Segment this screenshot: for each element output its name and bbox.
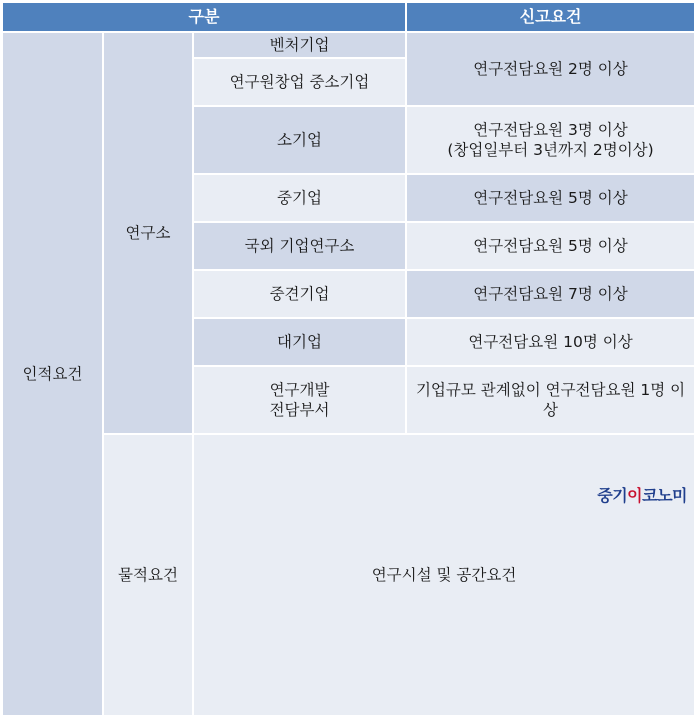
rnd-department-line2: 전담부서 (196, 400, 403, 420)
publisher-logo (597, 483, 687, 506)
company-type-cell: 소기업 (193, 106, 406, 174)
company-type-cell: 벤처기업 (193, 32, 406, 58)
human-requirements-label: 인적요건 (2, 32, 103, 716)
company-type-cell: 중기업 (193, 174, 406, 222)
requirement-cell: 연구전담요원 5명 이상 (406, 222, 695, 270)
requirement-cell (406, 106, 695, 174)
table-row (2, 32, 695, 58)
company-type-cell: 대기업 (193, 318, 406, 366)
rnd-department-label (193, 366, 406, 434)
header-category: 구분 (2, 2, 406, 32)
company-type-cell: 중견기업 (193, 270, 406, 318)
requirement-cell: 연구전담요원 10명 이상 (406, 318, 695, 366)
research-lab-label: 연구소 (103, 32, 193, 434)
requirement-cell: 연구전담요원 7명 이상 (406, 270, 695, 318)
requirements-table (1, 1, 695, 717)
company-type-cell: 연구원창업 중소기업 (193, 58, 406, 106)
company-type-cell: 국외 기업연구소 (193, 222, 406, 270)
logo-part2: 이 (627, 486, 642, 505)
requirement-note: (창업일부터 3년까지 2명이상) (409, 140, 692, 160)
rnd-department-line1: 연구개발 (196, 380, 403, 400)
requirement-cell: 기업규모 관계없이 연구전담요원 1명 이상 (406, 366, 695, 434)
header-row (2, 2, 695, 32)
physical-requirements-label: 물적요건 (103, 434, 193, 716)
table-row (2, 434, 695, 716)
header-requirement: 신고요건 (406, 2, 695, 32)
requirement-cell: 연구전담요원 5명 이상 (406, 174, 695, 222)
requirement-line: 연구전담요원 3명 이상 (409, 120, 692, 140)
requirement-cell: 연구전담요원 2명 이상 (406, 32, 695, 106)
physical-criteria-cell: 연구시설 및 공간요건 (193, 434, 695, 716)
logo-part3: 코노미 (642, 486, 687, 505)
logo-part1: 중기 (597, 486, 627, 505)
